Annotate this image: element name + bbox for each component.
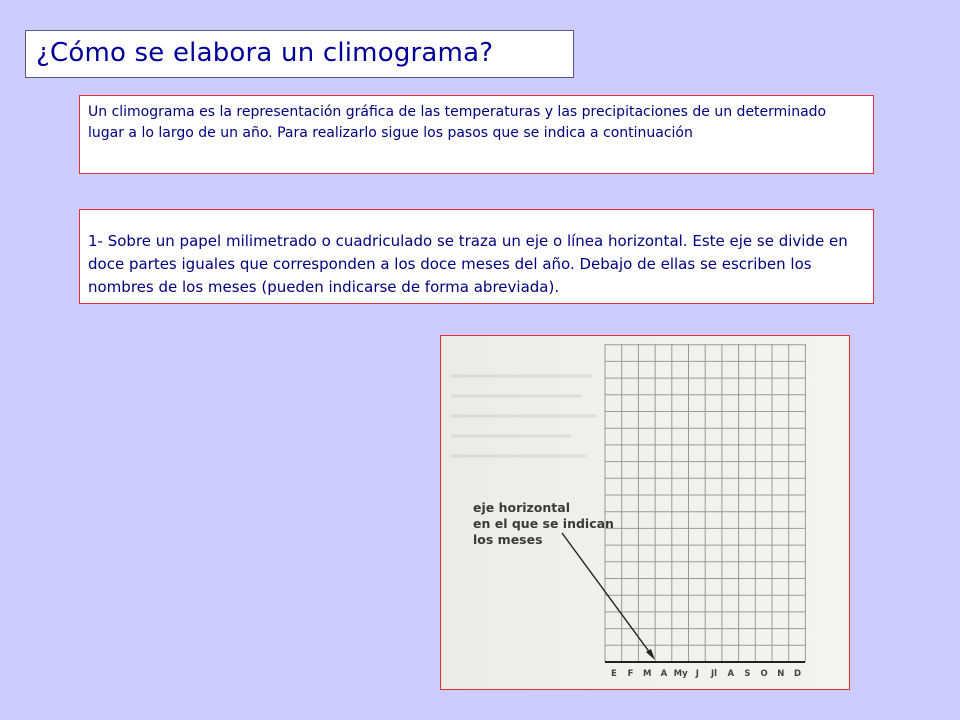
month-label: A <box>727 669 735 679</box>
annotation-line-1: eje horizontal <box>473 500 570 515</box>
axis-annotation <box>473 500 614 548</box>
month-label: S <box>744 669 751 679</box>
climogram-figure <box>440 335 850 690</box>
grid <box>605 344 805 662</box>
month-label: F <box>627 669 634 679</box>
month-label: My <box>673 669 688 679</box>
title-box <box>25 30 574 78</box>
pointer-arrowhead <box>646 649 655 660</box>
month-label: M <box>643 669 652 679</box>
annotation-line-3: los meses <box>473 532 543 547</box>
page-title: ¿Cómo se elabora un climograma? <box>36 38 494 68</box>
month-label: Jl <box>711 669 718 679</box>
annotation-line-2: en el que se indican <box>473 516 614 531</box>
month-label: O <box>760 669 768 679</box>
intro-text: Un climograma es la representación gráfica de las temperaturas y las precipitaciones de un determinado lugar a lo largo de un año. Para realizarlo sigue los pasos que se indica a continuación <box>88 104 827 141</box>
month-label: N <box>777 669 785 679</box>
step1-box <box>79 209 874 304</box>
month-label: A <box>660 669 668 679</box>
month-label: J <box>695 669 699 679</box>
step1-text: 1- Sobre un papel milimetrado o cuadriculado se traza un eje o línea horizontal. Este eje se divide en doce partes iguales que corresponden a los doce meses del año. Debajo de ellas se escriben los nombres de los meses (pueden indicarse de forma abreviada). <box>88 232 848 296</box>
intro-box <box>79 95 874 174</box>
faded-background-text <box>451 376 596 456</box>
month-label: D <box>794 669 802 679</box>
month-label: E <box>610 669 617 679</box>
